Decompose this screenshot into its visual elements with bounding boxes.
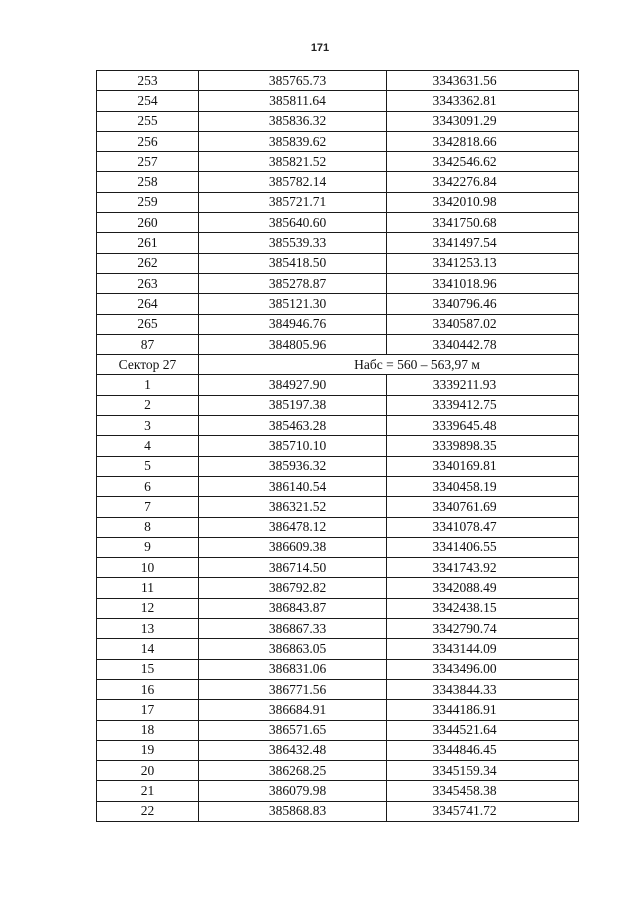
point-number: 1 bbox=[97, 375, 199, 395]
page-number: 171 bbox=[310, 42, 330, 54]
y-coordinate: 3344186.91 bbox=[387, 700, 579, 720]
point-number: 6 bbox=[97, 476, 199, 496]
point-number: 255 bbox=[97, 111, 199, 131]
x-coordinate: 386140.54 bbox=[199, 476, 387, 496]
x-coordinate: 385836.32 bbox=[199, 111, 387, 131]
y-coordinate: 3340761.69 bbox=[387, 497, 579, 517]
y-coordinate: 3341406.55 bbox=[387, 537, 579, 557]
y-coordinate: 3339898.35 bbox=[387, 436, 579, 456]
x-coordinate: 385868.83 bbox=[199, 801, 387, 821]
x-coordinate: 385821.52 bbox=[199, 152, 387, 172]
table-row bbox=[97, 740, 579, 760]
table-row bbox=[97, 639, 579, 659]
point-number: 22 bbox=[97, 801, 199, 821]
x-coordinate: 385710.10 bbox=[199, 436, 387, 456]
x-coordinate: 384927.90 bbox=[199, 375, 387, 395]
table-row bbox=[97, 111, 579, 131]
point-number: 17 bbox=[97, 700, 199, 720]
table-row bbox=[97, 131, 579, 151]
x-coordinate: 385121.30 bbox=[199, 294, 387, 314]
table-row bbox=[97, 71, 579, 91]
point-number: 257 bbox=[97, 152, 199, 172]
x-coordinate: 385197.38 bbox=[199, 395, 387, 415]
y-coordinate: 3343362.81 bbox=[387, 91, 579, 111]
y-coordinate: 3339645.48 bbox=[387, 416, 579, 436]
x-coordinate: 386571.65 bbox=[199, 720, 387, 740]
table-row bbox=[97, 152, 579, 172]
table-row bbox=[97, 476, 579, 496]
point-number: 2 bbox=[97, 395, 199, 415]
y-coordinate: 3340796.46 bbox=[387, 294, 579, 314]
x-coordinate: 386684.91 bbox=[199, 700, 387, 720]
y-coordinate: 3342276.84 bbox=[387, 172, 579, 192]
table-row bbox=[97, 517, 579, 537]
sector-height: Набс = 560 – 563,97 м bbox=[199, 355, 579, 375]
table-row bbox=[97, 720, 579, 740]
table-row bbox=[97, 578, 579, 598]
table-row bbox=[97, 619, 579, 639]
point-number: 19 bbox=[97, 740, 199, 760]
point-number: 21 bbox=[97, 781, 199, 801]
point-number: 254 bbox=[97, 91, 199, 111]
x-coordinate: 386714.50 bbox=[199, 558, 387, 578]
x-coordinate: 386792.82 bbox=[199, 578, 387, 598]
point-number: 7 bbox=[97, 497, 199, 517]
x-coordinate: 386268.25 bbox=[199, 761, 387, 781]
y-coordinate: 3342818.66 bbox=[387, 131, 579, 151]
point-number: 10 bbox=[97, 558, 199, 578]
table-row bbox=[97, 273, 579, 293]
x-coordinate: 385936.32 bbox=[199, 456, 387, 476]
table-row bbox=[97, 192, 579, 212]
sector-row bbox=[97, 355, 579, 375]
y-coordinate: 3343631.56 bbox=[387, 71, 579, 91]
point-number: 258 bbox=[97, 172, 199, 192]
x-coordinate: 385721.71 bbox=[199, 192, 387, 212]
y-coordinate: 3345159.34 bbox=[387, 761, 579, 781]
point-number: 18 bbox=[97, 720, 199, 740]
table-row bbox=[97, 679, 579, 699]
x-coordinate: 386863.05 bbox=[199, 639, 387, 659]
x-coordinate: 386079.98 bbox=[199, 781, 387, 801]
x-coordinate: 386432.48 bbox=[199, 740, 387, 760]
sector-label: Сектор 27 bbox=[97, 355, 199, 375]
table-row bbox=[97, 700, 579, 720]
table-row bbox=[97, 334, 579, 354]
x-coordinate: 386771.56 bbox=[199, 679, 387, 699]
table-row bbox=[97, 761, 579, 781]
y-coordinate: 3339211.93 bbox=[387, 375, 579, 395]
point-number: 264 bbox=[97, 294, 199, 314]
y-coordinate: 3344521.64 bbox=[387, 720, 579, 740]
y-coordinate: 3341743.92 bbox=[387, 558, 579, 578]
y-coordinate: 3341253.13 bbox=[387, 253, 579, 273]
y-coordinate: 3339412.75 bbox=[387, 395, 579, 415]
x-coordinate: 385640.60 bbox=[199, 213, 387, 233]
table-row bbox=[97, 537, 579, 557]
y-coordinate: 3343844.33 bbox=[387, 679, 579, 699]
point-number: 5 bbox=[97, 456, 199, 476]
point-number: 12 bbox=[97, 598, 199, 618]
x-coordinate: 385765.73 bbox=[199, 71, 387, 91]
sector-header bbox=[97, 355, 579, 375]
table-row bbox=[97, 436, 579, 456]
point-number: 262 bbox=[97, 253, 199, 273]
rows-after-sector bbox=[97, 375, 579, 822]
table-row bbox=[97, 395, 579, 415]
y-coordinate: 3345741.72 bbox=[387, 801, 579, 821]
x-coordinate: 386867.33 bbox=[199, 619, 387, 639]
y-coordinate: 3342790.74 bbox=[387, 619, 579, 639]
y-coordinate: 3343091.29 bbox=[387, 111, 579, 131]
table-row bbox=[97, 558, 579, 578]
y-coordinate: 3341078.47 bbox=[387, 517, 579, 537]
table-row bbox=[97, 233, 579, 253]
point-number: 11 bbox=[97, 578, 199, 598]
table-row bbox=[97, 801, 579, 821]
rows-before-sector bbox=[97, 71, 579, 355]
y-coordinate: 3341750.68 bbox=[387, 213, 579, 233]
table-row bbox=[97, 659, 579, 679]
point-number: 15 bbox=[97, 659, 199, 679]
point-number: 16 bbox=[97, 679, 199, 699]
x-coordinate: 386609.38 bbox=[199, 537, 387, 557]
table-row bbox=[97, 294, 579, 314]
y-coordinate: 3345458.38 bbox=[387, 781, 579, 801]
y-coordinate: 3340587.02 bbox=[387, 314, 579, 334]
y-coordinate: 3344846.45 bbox=[387, 740, 579, 760]
x-coordinate: 385839.62 bbox=[199, 131, 387, 151]
x-coordinate: 385278.87 bbox=[199, 273, 387, 293]
point-number: 263 bbox=[97, 273, 199, 293]
point-number: 253 bbox=[97, 71, 199, 91]
table-row bbox=[97, 314, 579, 334]
point-number: 9 bbox=[97, 537, 199, 557]
table-row bbox=[97, 598, 579, 618]
x-coordinate: 386321.52 bbox=[199, 497, 387, 517]
point-number: 20 bbox=[97, 761, 199, 781]
x-coordinate: 385782.14 bbox=[199, 172, 387, 192]
point-number: 13 bbox=[97, 619, 199, 639]
x-coordinate: 385539.33 bbox=[199, 233, 387, 253]
x-coordinate: 385463.28 bbox=[199, 416, 387, 436]
x-coordinate: 386478.12 bbox=[199, 517, 387, 537]
point-number: 8 bbox=[97, 517, 199, 537]
x-coordinate: 384946.76 bbox=[199, 314, 387, 334]
y-coordinate: 3340169.81 bbox=[387, 456, 579, 476]
y-coordinate: 3342546.62 bbox=[387, 152, 579, 172]
y-coordinate: 3341018.96 bbox=[387, 273, 579, 293]
point-number: 259 bbox=[97, 192, 199, 212]
point-number: 4 bbox=[97, 436, 199, 456]
table-row bbox=[97, 213, 579, 233]
table-row bbox=[97, 416, 579, 436]
point-number: 14 bbox=[97, 639, 199, 659]
x-coordinate: 384805.96 bbox=[199, 334, 387, 354]
y-coordinate: 3343144.09 bbox=[387, 639, 579, 659]
x-coordinate: 385811.64 bbox=[199, 91, 387, 111]
table-row bbox=[97, 497, 579, 517]
x-coordinate: 385418.50 bbox=[199, 253, 387, 273]
table-row bbox=[97, 253, 579, 273]
y-coordinate: 3340442.78 bbox=[387, 334, 579, 354]
coordinates-table bbox=[96, 70, 579, 822]
table-row bbox=[97, 172, 579, 192]
y-coordinate: 3342438.15 bbox=[387, 598, 579, 618]
x-coordinate: 386843.87 bbox=[199, 598, 387, 618]
y-coordinate: 3342088.49 bbox=[387, 578, 579, 598]
point-number: 3 bbox=[97, 416, 199, 436]
point-number: 265 bbox=[97, 314, 199, 334]
table-row bbox=[97, 456, 579, 476]
point-number: 256 bbox=[97, 131, 199, 151]
y-coordinate: 3342010.98 bbox=[387, 192, 579, 212]
y-coordinate: 3340458.19 bbox=[387, 476, 579, 496]
y-coordinate: 3341497.54 bbox=[387, 233, 579, 253]
point-number: 261 bbox=[97, 233, 199, 253]
table-row bbox=[97, 781, 579, 801]
point-number: 87 bbox=[97, 334, 199, 354]
x-coordinate: 386831.06 bbox=[199, 659, 387, 679]
table-row bbox=[97, 91, 579, 111]
point-number: 260 bbox=[97, 213, 199, 233]
y-coordinate: 3343496.00 bbox=[387, 659, 579, 679]
table-row bbox=[97, 375, 579, 395]
